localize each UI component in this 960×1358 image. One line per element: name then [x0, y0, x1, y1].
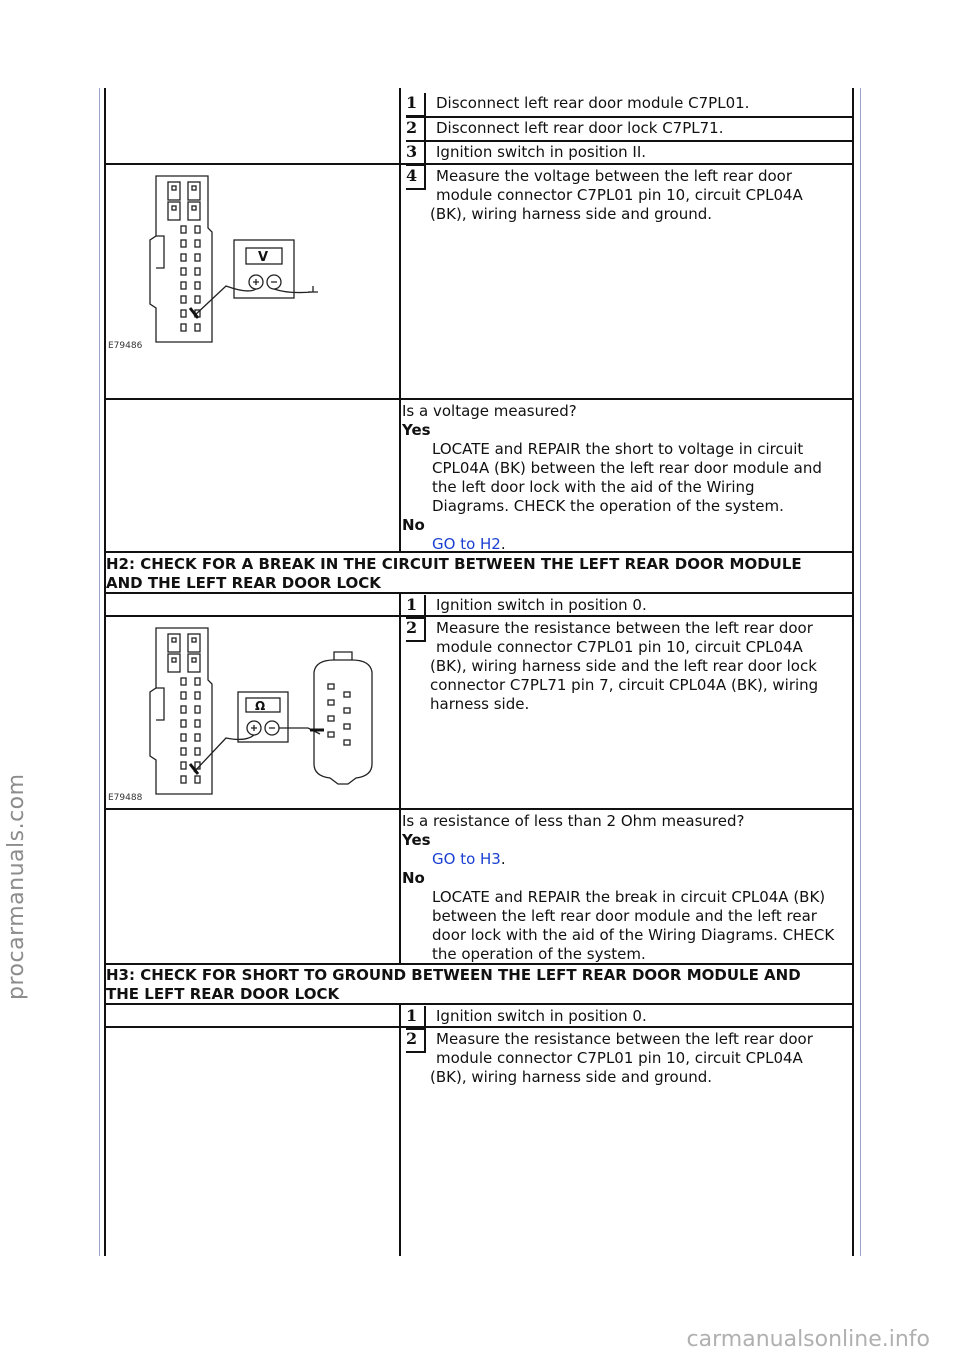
rule — [104, 615, 854, 617]
rule — [406, 140, 854, 142]
table-left-border — [104, 88, 106, 1256]
step-row — [406, 166, 854, 226]
action-line: door lock with the aid of the Wiring Diagrams. CHECK — [432, 926, 835, 944]
step-number: 2 — [406, 118, 426, 142]
link-suffix: . — [500, 850, 506, 868]
bottom-watermark: carmanualsonline.info — [686, 1327, 930, 1352]
right-margin-line — [860, 88, 861, 1256]
table-column-divider-2 — [399, 592, 401, 965]
step-number: 1 — [406, 93, 426, 117]
link-suffix: . — [500, 535, 506, 553]
step-row — [406, 1029, 854, 1089]
step-text: Disconnect left rear door lock C7PL71. — [436, 119, 724, 137]
side-watermark: procarmanuals.com — [4, 773, 29, 1000]
step-text-line: Measure the resistance between the left rear door — [436, 1030, 813, 1048]
step-text: Ignition switch in position 0. — [436, 596, 647, 614]
no-label: No — [402, 869, 425, 887]
left-margin-line — [99, 88, 100, 1256]
step-text: Ignition switch in position 0. — [436, 1007, 647, 1025]
rule — [104, 808, 854, 810]
step-text-line: module connector C7PL01 pin 10, circuit CPL04A — [436, 1049, 803, 1067]
table-column-divider — [399, 88, 401, 553]
figure-label: E79488 — [108, 793, 143, 803]
action-line: LOCATE and REPAIR the short to voltage in circuit — [432, 440, 804, 458]
go-to-h2-link[interactable]: GO to H2 — [432, 535, 501, 553]
figure-label: E79486 — [108, 341, 143, 351]
meter-symbol: Ω — [255, 699, 266, 713]
table-column-divider-3 — [399, 1003, 401, 1256]
action-line: the operation of the system. — [432, 945, 646, 963]
step-number: 2 — [406, 1029, 426, 1053]
outcome-block — [402, 812, 854, 964]
yes-action — [432, 850, 854, 869]
step-text — [430, 167, 854, 224]
no-action — [432, 888, 854, 964]
outcome-block — [402, 402, 852, 554]
step-row — [406, 618, 854, 718]
heading-line: AND THE LEFT REAR DOOR LOCK — [106, 574, 381, 592]
go-to-h3-link[interactable]: GO to H3 — [432, 850, 501, 868]
question-text: Is a voltage measured? — [402, 402, 577, 420]
action-line: between the left rear door module and the left rear — [432, 907, 817, 925]
section-heading-h3 — [106, 966, 846, 1004]
step-number: 2 — [406, 618, 426, 642]
step-text-line: (BK), wiring harness side and ground. — [430, 205, 712, 223]
action-line: CPL04A (BK) between the left rear door module and — [432, 459, 822, 477]
rule — [104, 398, 854, 400]
step-text-line: harness side. — [430, 695, 530, 713]
connector-voltmeter-diagram — [108, 168, 396, 394]
action-line: Diagrams. CHECK the operation of the system. — [432, 497, 784, 515]
question-text: Is a resistance of less than 2 Ohm measured? — [402, 812, 745, 830]
no-label: No — [402, 516, 425, 534]
step-number: 4 — [406, 166, 426, 190]
heading-line: THE LEFT REAR DOOR LOCK — [106, 985, 340, 1003]
yes-label: Yes — [402, 831, 431, 849]
rule — [104, 1026, 854, 1028]
action-line: LOCATE and REPAIR the break in circuit CPL04A (BK) — [432, 888, 826, 906]
rule — [104, 163, 854, 165]
step-text: Disconnect left rear door module C7PL01. — [436, 94, 750, 112]
step-text — [430, 1030, 854, 1087]
wiring-figure-voltage — [108, 168, 396, 394]
step-text-line: connector C7PL71 pin 7, circuit CPL04A (BK), wiring — [430, 676, 819, 694]
step-number: 1 — [406, 1006, 426, 1030]
heading-line: H3: CHECK FOR SHORT TO GROUND BETWEEN THE LEFT REAR DOOR MODULE AND — [106, 966, 801, 984]
no-action — [432, 535, 852, 554]
step-text-line: module connector C7PL01 pin 10, circuit CPL04A — [436, 186, 803, 204]
step-number: 1 — [406, 595, 426, 619]
step-text-line: Measure the voltage between the left rear door — [436, 167, 793, 185]
step-text — [430, 619, 854, 714]
connector-ohmmeter-diagram — [108, 622, 396, 804]
heading-line: H2: CHECK FOR A BREAK IN THE CIRCUIT BETWEEN THE LEFT REAR DOOR MODULE — [106, 555, 802, 573]
yes-label: Yes — [402, 421, 431, 439]
step-text-line: Measure the resistance between the left rear door — [436, 619, 813, 637]
rule — [406, 116, 854, 118]
step-text-line: (BK), wiring harness side and the left rear door lock — [430, 657, 817, 675]
step-text-line: module connector C7PL01 pin 10, circuit CPL04A — [436, 638, 803, 656]
action-line: the left door lock with the aid of the Wiring — [432, 478, 755, 496]
meter-symbol: V — [258, 250, 269, 265]
yes-action — [432, 440, 852, 516]
section-heading-h2 — [106, 555, 846, 593]
step-text-line: (BK), wiring harness side and ground. — [430, 1068, 712, 1086]
wiring-figure-resistance — [108, 622, 396, 804]
step-text: Ignition switch in position II. — [436, 143, 647, 161]
step-number: 3 — [406, 142, 426, 166]
